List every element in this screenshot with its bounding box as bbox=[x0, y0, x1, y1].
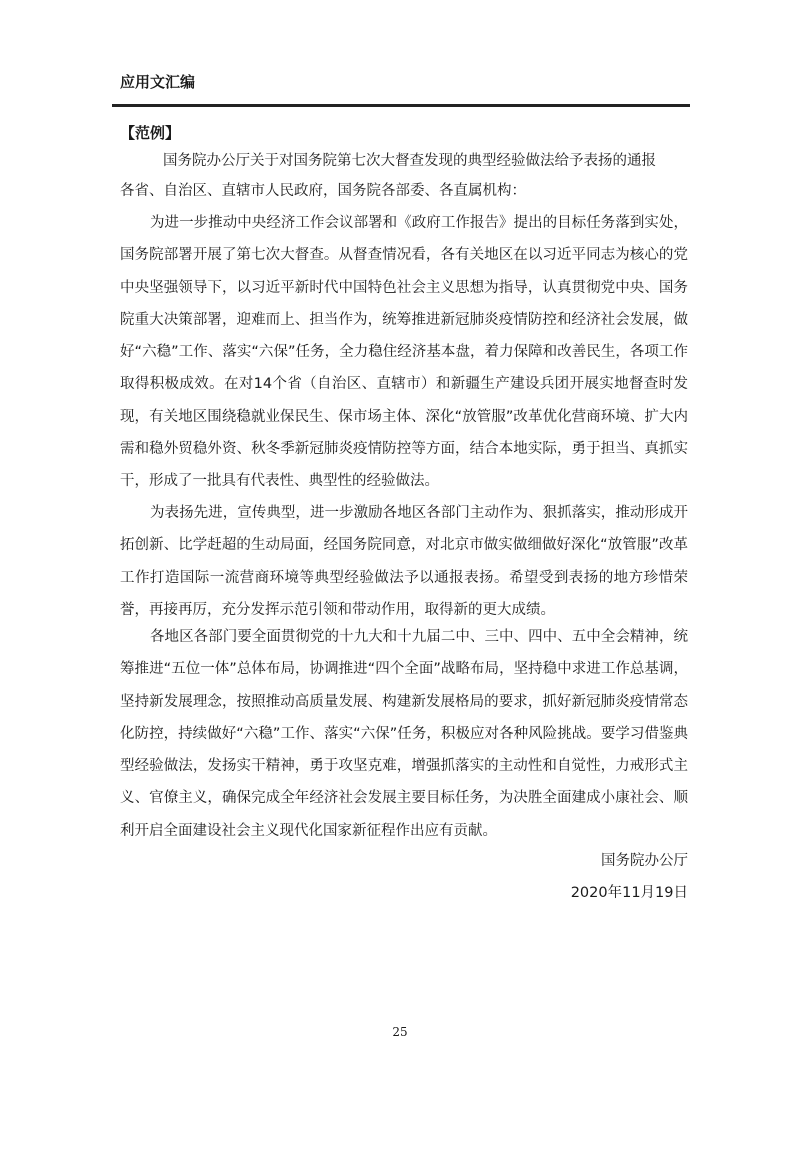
notice-addressee: 各省、自治区、直辖市人民政府，国务院各部委、各直属机构： bbox=[120, 183, 526, 199]
signer: 国务院办公厅 bbox=[601, 853, 688, 869]
body-paragraph: 为表扬先进，宣传典型，进一步激励各地区各部门主动作为、狠抓落实，推动形成开拓创新、比学赶超的生动局面，经国务院同意，对北京市做实做细做好深化“放管服”改革工作打造国际一流营商环境等典型经验做法予以通报表扬。希望受到表扬的地方珍惜荣誉，再接再厉，充分发挥示范引领和带动作用，取得新的更大成绩。 bbox=[120, 505, 688, 618]
header-divider bbox=[112, 104, 690, 107]
page-number: 25 bbox=[392, 1025, 408, 1039]
body-paragraph: 为进一步推动中央经济工作会议部署和《政府工作报告》提出的目标任务落到实处，国务院部署开展了第七次大督查。从督查情况看，各有关地区在以习近平同志为核心的党中央坚强领导下，以习近平新时代中国特色社会主义思想为指导，认真贯彻党中央、国务院重大决策部署，迎难而上、担当作为，统筹推进新冠肺炎疫情防控和经济社会发展，做好“六稳”工作、落实“六保”任务，全力稳住经济基本盘，着力保障和改善民生，各项工作取得积极成效。在对14个省（自治区、直辖市）和新疆生产建设兵团开展实地督查时发现，有关地区围绕稳就业保民生、保市场主体、深化“放管服”改革优化营商环境、扩大内需和稳外贸稳外资、秋冬季新冠肺炎疫情防控等方面，结合本地实际，勇于担当、真抓实干，形成了一批具有代表性、典型性的经验做法。 bbox=[120, 215, 688, 490]
body-paragraph: 各地区各部门要全面贯彻党的十九大和十九届二中、三中、四中、五中全会精神，统筹推进“五位一体”总体布局，协调推进“四个全面”战略布局，坚持稳中求进工作总基调，坚持新发展理念，按照推动高质量发展、构建新发展格局的要求，抓好新冠肺炎疫情常态化防控，持续做好“六稳”工作、落实“六保”任务，积极应对各种风险挑战。要学习借鉴典型经验做法，发扬实干精神，勇于攻坚克难，增强抓落实的主动性和自觉性，力戒形式主义、官僚主义，确保完成全年经济社会发展主要目标任务，为决胜全面建成小康社会、顺利开启全面建设社会主义现代化国家新征程作出应有贡献。 bbox=[120, 629, 688, 839]
running-header-title: 应用文汇编 bbox=[120, 73, 196, 91]
signing-date: 2020年11月19日 bbox=[570, 885, 688, 901]
section-label: 【范例】 bbox=[120, 124, 181, 142]
notice-title: 国务院办公厅关于对国务院第七次大督查发现的典型经验做法给予表扬的通报 bbox=[163, 153, 656, 169]
